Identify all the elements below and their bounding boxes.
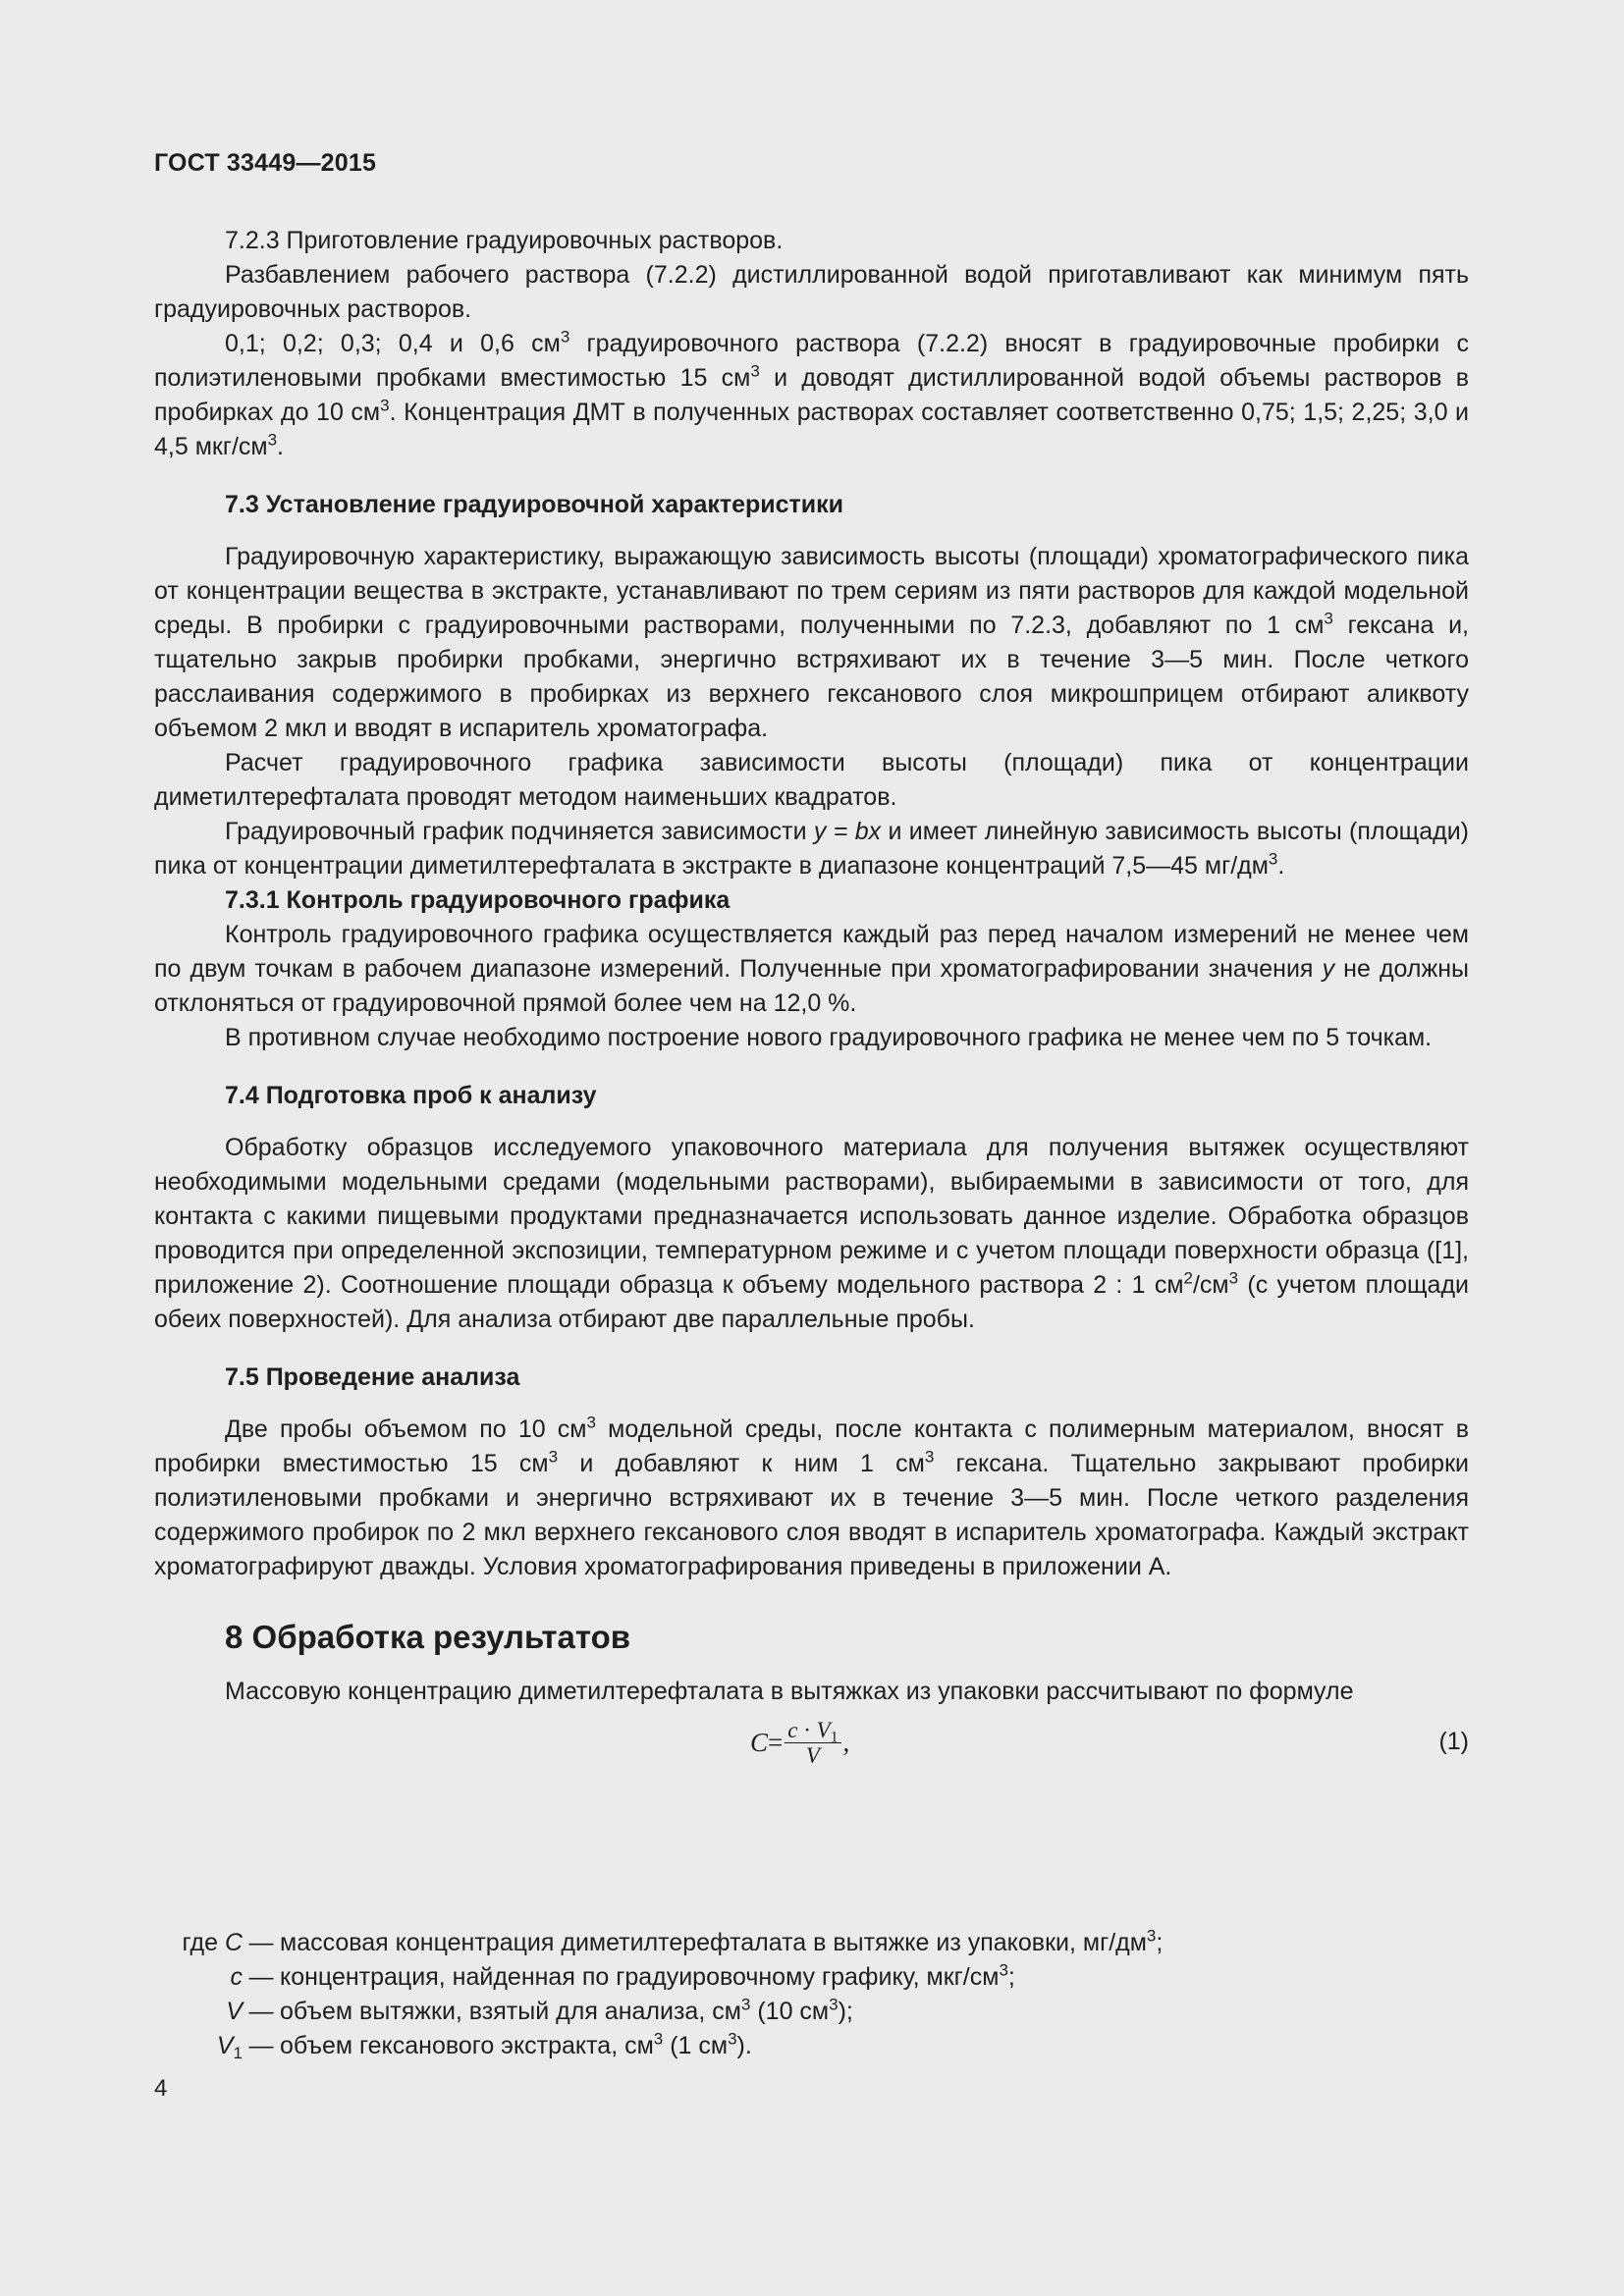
paragraph: 0,1; 0,2; 0,3; 0,4 и 0,6 $см^3$ градуировочного раствора (7.2.2) вносят в градуировочные пробирки с полиэтиленовыми пробками вместимостью 15 $см^3$ и доводят дистиллированной водой объемы растворов в пробирках до 10 $см^3$. Концентрация ДМТ в полученных растворах составляет соответственно 0,75; 1,5; 2,25; 3,0 и 4,5 мкг/$см^3$. [154, 327, 1469, 460]
paragraph: Расчет градуировочного графика зависимости высоты (площади) пика от концентрации диметилтерефталата проводят методом наименьших квадратов. [154, 749, 1469, 811]
formula-fraction: $\frac{c \cdot V_1}{V}$ [785, 1718, 840, 1768]
section-7-3-heading: 7.3 Установление градуировочной характеристики [225, 491, 844, 518]
page-number: 4 [154, 2075, 168, 2102]
definition-row: c — концентрация, найденная по градуировочному графику, мкг/$см^3$; [230, 1960, 1015, 1991]
paragraph: Градуировочный график подчиняется зависимости y = bx и имеет линейную зависимость высоты (площади) пика от концентрации диметилтерефталата в экстракте в диапазоне концентраций 7,5—45 $мг/дм^3$. [154, 818, 1469, 880]
section-7-4-heading: 7.4 Подготовка проб к анализу [225, 1082, 597, 1109]
formula-1 [154, 1715, 1469, 1774]
section-8-heading: 8 Обработка результатов [225, 1619, 631, 1655]
section-7-2-3-title: 7.2.3 Приготовление градуировочных растворов. [225, 227, 784, 254]
paragraph: Разбавлением рабочего раствора (7.2.2) дистиллированной водой приготавливают как минимум пять градуировочных растворов. [154, 261, 1469, 323]
paragraph: Градуировочную характеристику, выражающую зависимость высоты (площади) хроматографического пика от концентрации вещества в экстракте, устанавливают по трем сериям из пяти растворов для каждой модельной среды. В пробирки с градуировочными растворами, полученными по 7.2.3, добавляют по 1 $см^3$ гексана и, тщательно закрыв пробирки пробками, энергично встряхивают их в течение 3—5 мин. После четкого расслаивания содержимого в пробирках из верхнего гексанового слоя микрошприцем отбирают аликвоту объемом 2 мкл и вводят в испаритель хроматографа. [154, 543, 1470, 742]
paragraph: Обработку образцов исследуемого упаковочного материала для получения вытяжек осуществляют необходимыми модельными средами (модельными растворами), выбираемыми в зависимости от того, для контакта с какими пищевыми продуктами предназначается использовать данное изделие. Обработка образцов проводится при определенной экспозиции, температурном режиме и с учетом площади поверхности образца ([1], приложение 2). Соотношение площади образца к объему модельного раствора 2 : 1 $см^2/см^3$ (с учетом площади обеих поверхностей). Для анализа отбирают две параллельные пробы. [154, 1134, 1469, 1333]
formula-expression: C = $\frac{c \cdot V_1}{V}$ , [750, 1717, 850, 1768]
equation-number: (1) [1438, 1728, 1469, 1755]
section-7-5-heading: 7.5 Проведение анализа [225, 1363, 520, 1391]
paragraph: Контроль градуировочного графика осуществляется каждый раз перед началом измерений не менее чем по двум точкам в рабочем диапазоне измерений. Полученные при хроматографировании значения y не должны отклоняться от градуировочной прямой более чем на 12,0 %. [154, 921, 1469, 1017]
paragraph: Массовую концентрацию диметилтерефталата в вытяжках из упаковки рассчитывают по формуле [225, 1678, 1354, 1705]
section-7-3-1-heading: 7.3.1 Контроль градуировочного графика [225, 886, 731, 914]
paragraph: В противном случае необходимо построение нового градуировочного графика не менее чем по 5 точкам. [225, 1024, 1433, 1051]
paragraph: Две пробы объемом по 10 $см^3$ модельной среды, после контакта с полимерным материалом, вносят в пробирки вместимостью 15 $см^3$ и добавляют к ним 1 $см^3$ гексана. Тщательно закрывают пробирки полиэтиленовыми пробками и энергично встряхивают их в течение 3—5 мин. После четкого разделения содержимого пробирок по 2 мкл верхнего гексанового слоя вводят в испаритель хроматографа. Каждый экстракт хроматографируют дважды. Условия хроматографирования приведены в приложении А. [154, 1413, 1469, 1580]
document-body [154, 224, 1469, 1774]
document-header: ГОСТ 33449—2015 [154, 149, 377, 177]
definition-row: где C — массовая концентрация диметилтерефталата в вытяжке из упаковки, $мг/дм^3$; [182, 1926, 1164, 1956]
definition-row: V — объем вытяжки, взятый для анализа, $см^3$ (10 $см^3$); [226, 1995, 853, 2025]
definition-row: $V_1$ — объем гексанового экстракта, $см^3$ (1 $см^3$). [216, 2029, 752, 2063]
variable-definitions [154, 1926, 1163, 2063]
